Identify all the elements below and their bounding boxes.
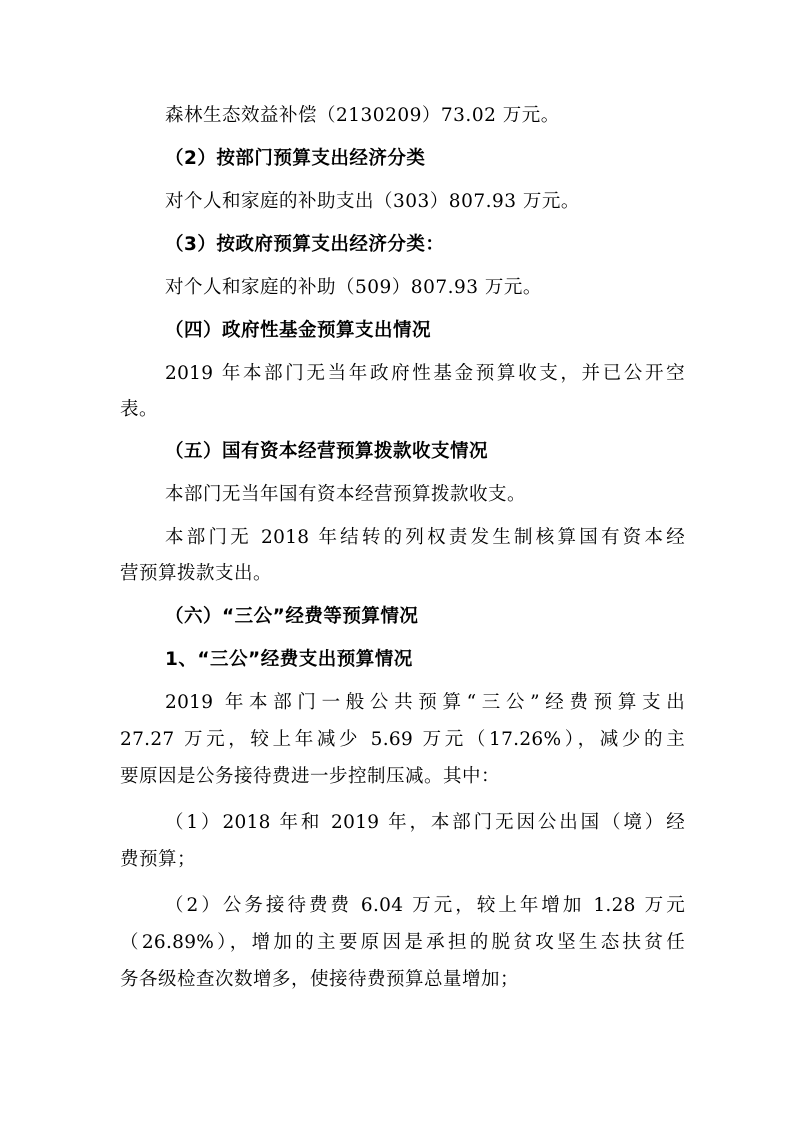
section-heading: （3）按政府预算支出经济分类： [165, 234, 445, 255]
section-heading: （2）按部门预算支出经济分类 [165, 148, 426, 169]
text-line: 对个人和家庭的补助（509）807.93 万元。 [165, 277, 542, 298]
text-line: 要原因是公务接待费进一步控制压减。其中： [120, 766, 501, 787]
text-line: （26.89%），增加的主要原因是承担的脱贫攻坚生态扶贫任 [120, 932, 685, 953]
text-line: 2019 年本部门无当年政府性基金预算收支，并已公开空 [165, 363, 685, 384]
text-line: （2）公务接待费费 6.04 万元，较上年增加 1.28 万元 [165, 895, 685, 916]
text-line: 务各级检查次数增多，使接待费预算总量增加； [120, 969, 520, 990]
section-heading: 1、“三公”经费支出预算情况 [165, 649, 413, 670]
text-line: （1）2018 年和 2019 年，本部门无因公出国（境）经 [165, 812, 685, 833]
section-heading: （四）政府性基金预算支出情况 [165, 320, 432, 341]
section-heading: （六）“三公”经费等预算情况 [165, 606, 419, 627]
text-line: 本部门无当年国有资本经营预算拨款收支。 [165, 484, 527, 505]
text-line: 费预算； [120, 849, 197, 870]
text-line: 营预算拨款支出。 [120, 563, 273, 584]
text-line: 表。 [120, 399, 159, 420]
text-line: 27.27 万元，较上年减少 5.69 万元（17.26%），减少的主 [120, 729, 685, 750]
section-heading: （五）国有资本经营预算拨款收支情况 [165, 441, 489, 462]
text-line: 对个人和家庭的补助支出（303）807.93 万元。 [165, 191, 580, 212]
text-line: 2019 年本部门一般公共预算“三公”经费预算支出 [165, 692, 685, 713]
text-line: 森林生态效益补偿（2130209）73.02 万元。 [165, 105, 560, 126]
text-line: 本部门无 2018 年结转的列权责发生制核算国有资本经 [165, 527, 685, 548]
